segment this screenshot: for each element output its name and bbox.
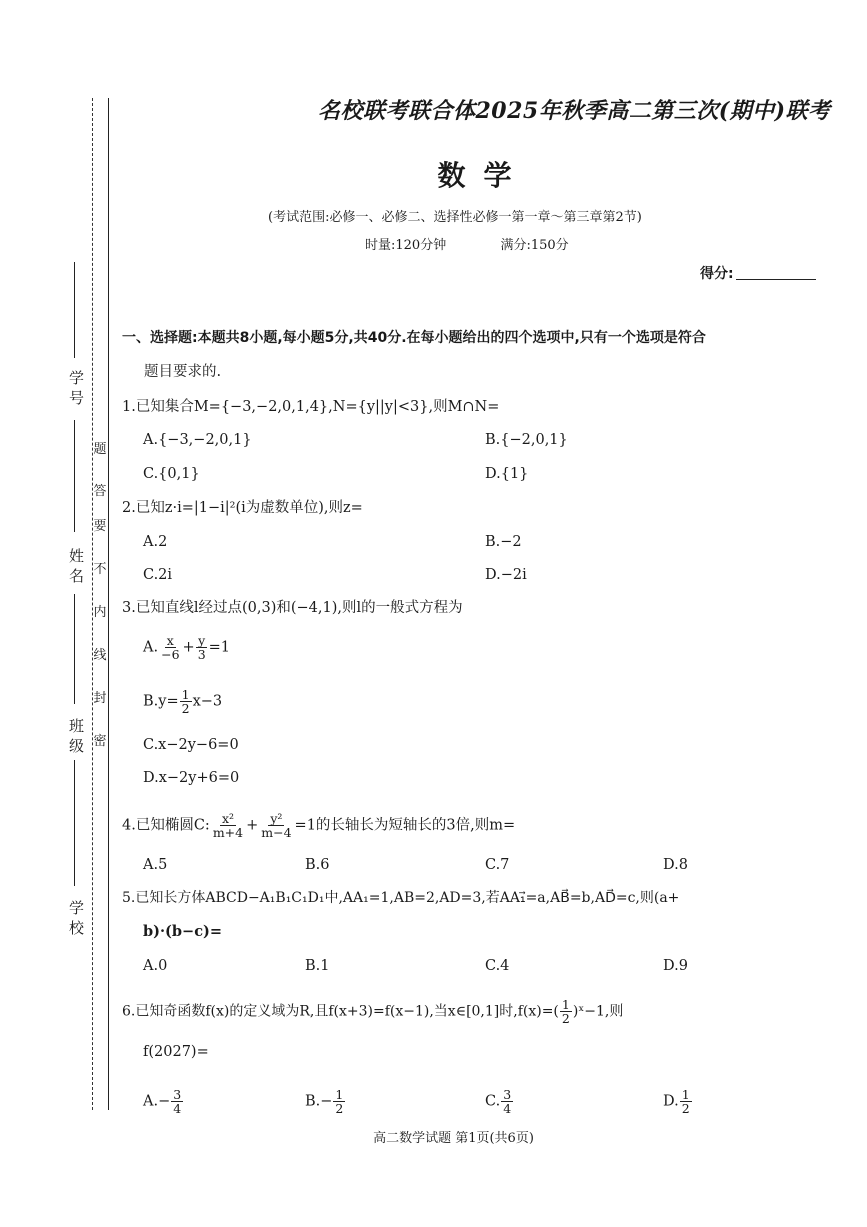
- q4-option-d: D.8: [663, 857, 688, 873]
- q6-option-c: C. $\frac{3}{4}$: [485, 1087, 512, 1116]
- seal-char: 线: [93, 648, 107, 663]
- q1-option-c: C.{0,1}: [143, 466, 200, 482]
- score-fill-line[interactable]: [736, 279, 816, 280]
- fraction: $\frac{1}{2}$: [561, 997, 570, 1026]
- q4-option-a: A.5: [143, 857, 168, 873]
- q6-stem: 6.已知奇函数f(x)的定义域为R,且f(x+3)=f(x−1),当x∈[0,1]时,f(x)=( $\frac{1}{2}$ )ˣ−1,则: [122, 997, 624, 1026]
- q3-option-a: A. $\frac{x}{-6}$ + $\frac{y}{3}$ =1: [143, 633, 231, 662]
- seal-char: 封: [93, 691, 107, 706]
- q5-stem-cont: b)·(b−c)=: [143, 923, 223, 940]
- q6-option-a: A.− $\frac{3}{4}$: [143, 1087, 182, 1116]
- fraction: $\frac{1}{2}$: [681, 1087, 690, 1116]
- q6-option-d: D. $\frac{1}{2}$: [663, 1087, 690, 1116]
- exam-title: 名校联考联合体2025年秋季高二第三次(期中)联考: [318, 98, 831, 124]
- q1-option-a: A.{−3,−2,0,1}: [143, 432, 252, 448]
- exam-time-score: [365, 234, 569, 253]
- xingming-label: 姓 名: [67, 548, 85, 583]
- q1-option-b: B.{−2,0,1}: [485, 432, 568, 448]
- section-heading-cont: 题目要求的.: [144, 364, 222, 380]
- xuexiao-label: 学 校: [67, 900, 85, 935]
- fraction: $\frac{\text{x²}}{m+4}$: [212, 811, 244, 840]
- fraction: $\frac{1}{2}$: [181, 687, 190, 716]
- q3-option-b: B.y= $\frac{1}{2}$ x−3: [143, 687, 223, 716]
- score-label: 得分:: [700, 266, 734, 282]
- fraction: $\frac{3}{4}$: [503, 1087, 512, 1116]
- full-score: 满分:150分: [500, 238, 569, 253]
- q5-option-b: B.1: [305, 958, 330, 974]
- q4-option-b: B.6: [305, 857, 330, 873]
- q5-option-d: D.9: [663, 958, 688, 974]
- fraction: $\frac{y}{3}$: [197, 633, 206, 662]
- exam-scope: (考试范围:必修一、必修二、选择性必修一第一章～第三章第2节): [268, 210, 642, 225]
- xuehao-label: 学 号: [67, 370, 85, 405]
- page-footer: 高二数学试题 第1页(共6页): [373, 1131, 534, 1146]
- banji-fill-line: [74, 594, 75, 704]
- q1-option-d: D.{1}: [485, 466, 529, 482]
- q4-option-c: C.7: [485, 857, 510, 873]
- xuexiao-fill-line: [74, 760, 75, 886]
- q6-stem-cont: f(2027)=: [143, 1044, 209, 1060]
- q3-stem: 3.已知直线l经过点(0,3)和(−4,1),则l的一般式方程为: [122, 600, 463, 616]
- fraction: $\frac{3}{4}$: [173, 1087, 182, 1116]
- seal-char: 内: [93, 605, 107, 620]
- q4-stem: 4.已知椭圆C: $\frac{\text{x²}}{m+4}$ + $\frac{\text{y²}}{m-4}$ =1的长轴长为短轴长的3倍,则m=: [122, 811, 516, 840]
- q2-option-c: C.2i: [143, 567, 173, 583]
- fraction: $\frac{x}{-6}$: [161, 633, 180, 662]
- q6-option-b: B.− $\frac{1}{2}$: [305, 1087, 344, 1116]
- q2-option-d: D.−2i: [485, 567, 527, 583]
- q3-option-c: C.x−2y−6=0: [143, 737, 239, 753]
- q3-option-d: D.x−2y+6=0: [143, 770, 240, 786]
- section-heading: 一、选择题:本题共8小题,每小题5分,共40分.在每小题给出的四个选项中,只有一个选项是符合: [122, 330, 706, 346]
- seal-char: 题: [93, 442, 107, 457]
- subject-title: 数学: [437, 159, 530, 192]
- q5-option-a: A.0: [143, 958, 168, 974]
- q2-option-a: A.2: [143, 534, 168, 550]
- time-limit: 时量:120分钟: [365, 238, 447, 253]
- seal-solid-line: [108, 98, 109, 1110]
- q1-stem: 1.已知集合M={−3,−2,0,1,4},N={y||y|<3},则M∩N=: [122, 399, 500, 415]
- q2-stem: 2.已知z·i=|1−i|²(i为虚数单位),则z=: [122, 500, 363, 516]
- xingming-fill-line: [74, 420, 75, 532]
- fraction: $\frac{\text{y²}}{m-4}$: [261, 811, 292, 840]
- fraction: $\frac{1}{2}$: [335, 1087, 344, 1116]
- xuehao-fill-line: [74, 262, 75, 358]
- seal-char: 答: [93, 484, 107, 499]
- seal-char: 不: [93, 562, 107, 577]
- banji-label: 班 级: [67, 718, 85, 753]
- q2-option-b: B.−2: [485, 534, 522, 550]
- seal-char: 密: [93, 734, 107, 749]
- seal-char: 要: [93, 519, 107, 534]
- seal-dashed-line: [92, 98, 93, 1110]
- q5-stem: 5.已知长方体ABCD−A₁B₁C₁D₁中,AA₁=1,AB=2,AD=3,若AA₁⃗=a,AB⃗=b,AD⃗=c,则(a+: [122, 890, 680, 906]
- q5-option-c: C.4: [485, 958, 510, 974]
